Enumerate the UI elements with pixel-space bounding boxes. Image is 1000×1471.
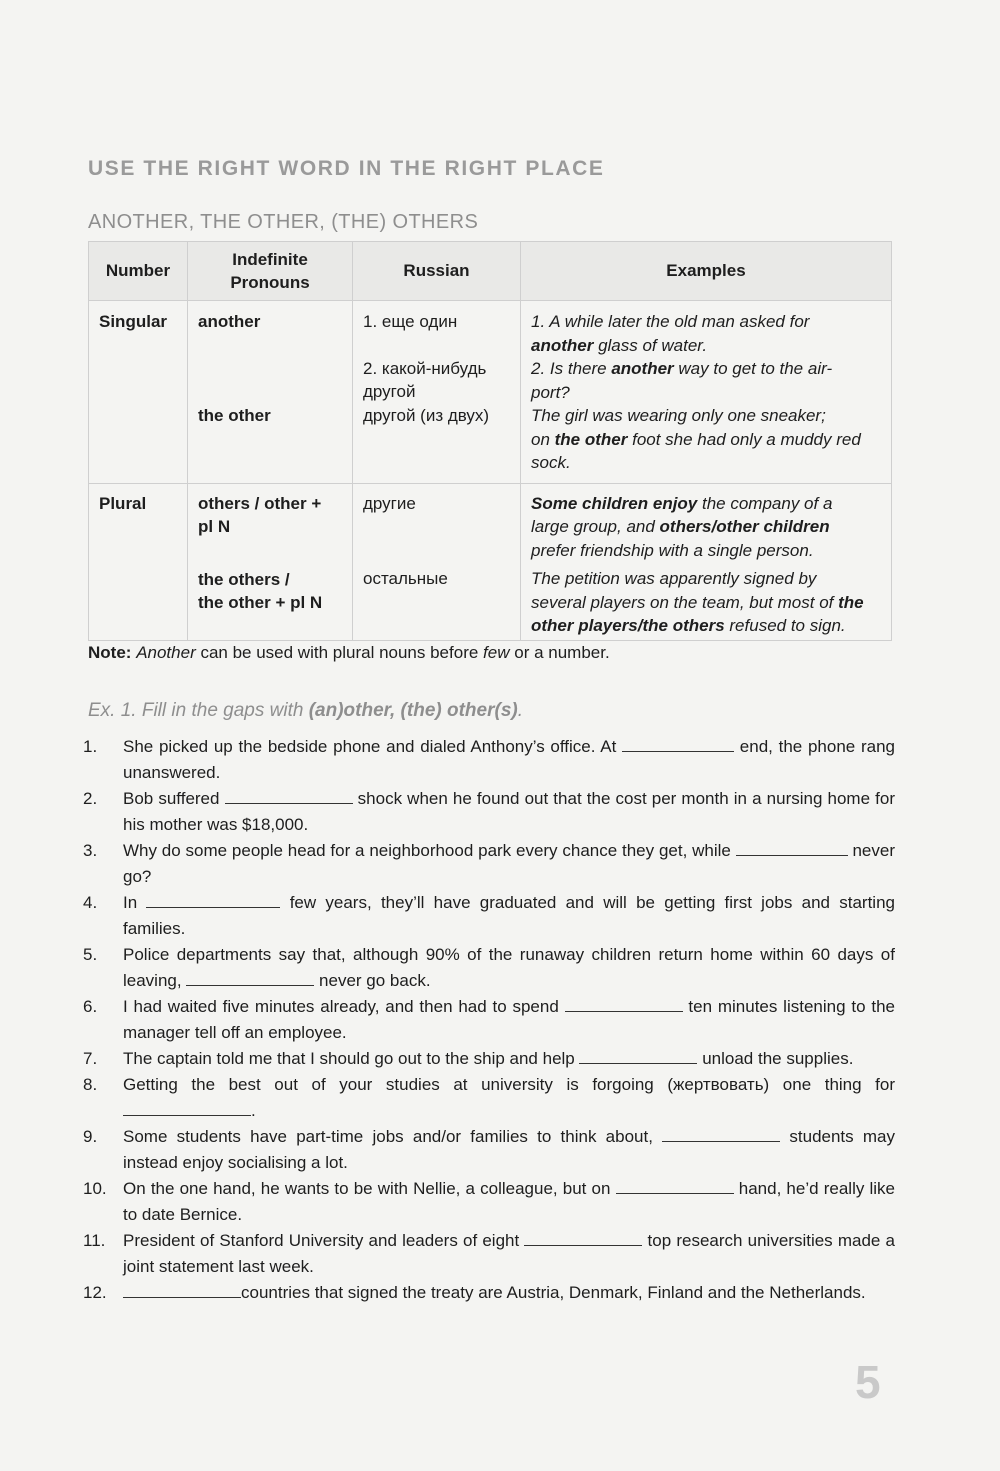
gap-blank[interactable] [622, 735, 734, 752]
cell-pronouns [188, 483, 353, 640]
grammar-table [88, 241, 892, 641]
exercise-title: Ex. 1. Fill in the gaps with (an)other, (the) other(s). [88, 700, 523, 721]
russian-translation: остальные [363, 569, 448, 588]
gap-blank[interactable] [186, 969, 314, 986]
list-item: 3. Why do some people head for a neighborhood park every chance they get, while never go? [83, 841, 896, 886]
exercise-list [83, 734, 895, 1306]
example-line: port? [531, 382, 570, 402]
cell-pronouns [188, 301, 353, 484]
cell-number [89, 301, 188, 484]
header-russian: Russian [353, 242, 521, 301]
example-line: 1. A while later the old man asked for [531, 312, 810, 331]
gap-blank[interactable] [616, 1177, 734, 1194]
gap-blank[interactable] [123, 1099, 251, 1116]
section-heading: USE THE RIGHT WORD IN THE RIGHT PLACE [88, 157, 605, 180]
gap-blank[interactable] [123, 1281, 241, 1298]
pronoun: another [198, 312, 261, 331]
pronoun: the others / [198, 569, 290, 589]
table-row-plural [89, 483, 892, 640]
header-number: Number [89, 242, 188, 301]
example-line: The girl was wearing only one sneaker; [531, 406, 826, 425]
example-line: sock. [531, 453, 571, 472]
example-line: large group, and others/other children [531, 517, 830, 536]
list-item: 1. She picked up the bedside phone and dialed Anthony’s office. At end, the phone rang unanswered. [83, 737, 895, 782]
list-item: 11. President of Stanford University and leaders of eight top research universities made a joint statement last week. [83, 1231, 895, 1276]
pronoun: others / other + [198, 493, 322, 513]
russian-translation: 1. еще один [363, 312, 458, 331]
table-row-singular [89, 301, 892, 484]
note: Note: Another can be used with plural nouns before few or a number. [88, 643, 610, 662]
russian-translation: 2. какой-нибудь [363, 358, 487, 378]
list-item: 6. I had waited five minutes already, and then had to spend ten minutes listening to the manager tell off an employee. [83, 997, 895, 1042]
gap-blank[interactable] [579, 1047, 697, 1064]
example-line: The petition was apparently signed by [531, 569, 817, 588]
pronoun: the other [198, 405, 271, 425]
cell-examples [521, 483, 892, 640]
russian-translation: другие [363, 493, 416, 513]
header-pronouns: Indefinite Pronouns [188, 242, 353, 301]
example-line: another glass of water. [531, 335, 708, 355]
page-number: 5 [855, 1356, 881, 1408]
list-item: 7. The captain told me that I should go out to the ship and help unload the supplies. [83, 1049, 854, 1068]
gap-blank[interactable] [662, 1125, 780, 1142]
section-subheading: ANOTHER, THE OTHER, (THE) OTHERS [88, 211, 479, 233]
gap-blank[interactable] [565, 995, 683, 1012]
pronoun: the other + pl N [198, 593, 323, 612]
pronoun: pl N [198, 517, 231, 536]
header-examples: Examples [521, 242, 892, 301]
list-item: 12. countries that signed the treaty are Austria, Denmark, Finland and the Netherlands. [83, 1283, 866, 1302]
cell-russian [353, 301, 521, 484]
example-line: prefer friendship with a single person. [531, 540, 814, 560]
example-line: on the other foot she had only a muddy red [531, 429, 861, 449]
table-header-row [89, 242, 892, 301]
list-item: 4. In few years, they’ll have graduated and will be getting first jobs and starting families. [83, 893, 895, 938]
gap-blank[interactable] [524, 1229, 642, 1246]
number-label: Singular [99, 312, 168, 331]
example-line: several players on the team, but most of the [531, 592, 864, 612]
list-item: 8. Getting the best out of your studies at university is forgoing (жертвовать) one thing for . [83, 1075, 895, 1120]
example-line: Some children enjoy the company of a [531, 493, 833, 513]
example-line: 2. Is there another way to get to the air- [531, 359, 833, 378]
cell-number [89, 483, 188, 640]
list-item: 10. On the one hand, he wants to be with Nellie, a colleague, but on hand, he’d really like to date Bernice. [83, 1179, 895, 1224]
russian-translation: другой [363, 382, 416, 401]
cell-examples [521, 301, 892, 484]
list-item: 5. Police departments say that, although 90% of the runaway children return home within 60 days of leaving, never go back. [83, 945, 895, 990]
example-line: other players/the others refused to sign. [531, 616, 846, 635]
list-item: 2. Bob suffered shock when he found out that the cost per month in a nursing home for his mother was $18,000. [83, 789, 895, 834]
gap-blank[interactable] [225, 787, 353, 804]
number-label: Plural [99, 493, 147, 513]
list-item: 9. Some students have part-time jobs and/or families to think about, students may instead enjoy socialising a lot. [83, 1127, 895, 1172]
cell-russian [353, 483, 521, 640]
gap-blank[interactable] [146, 891, 280, 908]
gap-blank[interactable] [736, 839, 848, 856]
russian-translation: другой (из двух) [363, 405, 490, 425]
